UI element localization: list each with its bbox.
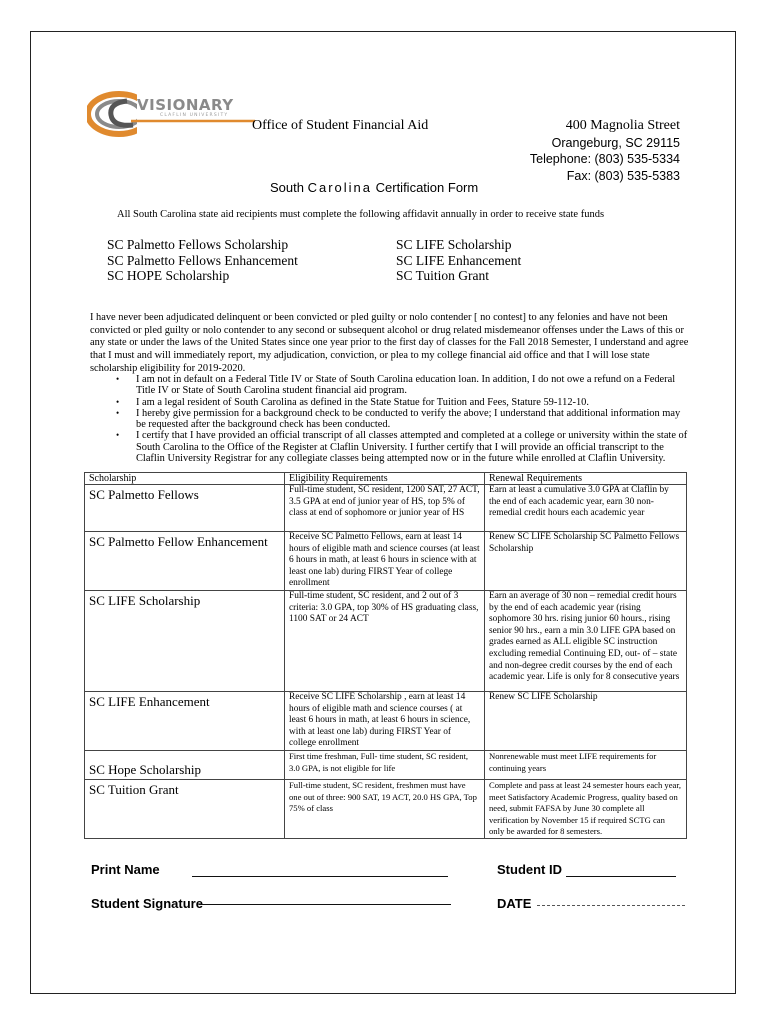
renewal-cell: Complete and pass at least 24 semester hours each year, meet Satisfactory Academic Progress, quality based on need, submit FAFSA by June 30 complete all verification by November 15 if required SCTG can only be awarded for 8 semesters. xyxy=(485,779,687,838)
form-title xyxy=(270,180,478,195)
eligibility-cell: Full-time student, SC resident, 1200 SAT, 27 ACT, 3.5 GPA at end of junior year of HS, top 5% of class at end of sophomore or junior year of HS xyxy=(285,485,485,532)
scholarship-name: SC Hope Scholarship xyxy=(85,750,285,779)
program-item: SC Tuition Grant xyxy=(396,268,490,283)
table-row xyxy=(85,779,687,838)
table-row xyxy=(85,485,687,532)
table-row xyxy=(85,532,687,591)
student-id-label: Student ID xyxy=(497,862,562,877)
student-id-field[interactable] xyxy=(566,876,676,877)
renewal-cell: Earn an average of 30 non – remedial credit hours by the end of each academic year (rising sophomore 30 hrs. rising junior 60 hours., rising senior 90 hrs., earn a min 3.0 LIFE GPA based on grades earned as ALL eligible SC instruction excluding remedial Continuing ED, out- of – state and non-degree credit courses by the end of each academic year. Life is only for 8 consecutive years xyxy=(485,590,687,691)
table-row xyxy=(85,750,687,779)
eligibility-cell: Receive SC Palmetto Fellows, earn at least 14 hours of eligible math and science courses (at least 6 hours in math, at least 6 hours in science with at least one lab) during FIRST Year of college enrollment xyxy=(285,532,485,591)
bullet-item: • I am a legal resident of South Carolina as defined in the State Statue for Tuition and Fees, Stature 59-112-10. xyxy=(90,397,690,408)
programs-right xyxy=(396,237,521,284)
office-title: Office of Student Financial Aid xyxy=(252,118,429,133)
scholarship-name: SC LIFE Scholarship xyxy=(85,590,285,691)
date-label: DATE xyxy=(497,896,532,911)
renewal-cell: Nonrenewable must meet LIFE requirements for continuing years xyxy=(485,750,687,779)
renewal-cell: Renew SC LIFE Scholarship xyxy=(485,691,687,750)
logo-text: VISIONARY xyxy=(137,96,234,114)
print-name-field[interactable] xyxy=(192,876,448,877)
address-block xyxy=(530,118,680,184)
bullet-item: • I certify that I have provided an official transcript of all classes attempted and completed at a college or university within the state of South Carolina to the Office of the Register at Claflin University. I further certify that I will provide an official transcript to the Claflin University Registrar for any collegiate classes being attempted now or in the future while enrolled at Claflin University. xyxy=(90,430,690,464)
scholarship-name: SC Tuition Grant xyxy=(85,779,285,838)
program-item: SC Palmetto Fellows Enhancement xyxy=(107,252,298,268)
renewal-cell: Renew SC LIFE Scholarship SC Palmetto Fellows Scholarship xyxy=(485,532,687,591)
student-signature-field[interactable] xyxy=(199,904,451,905)
column-header: Renewal Requirements xyxy=(485,473,687,485)
form-title-part1: South xyxy=(270,180,308,195)
form-title-part2: Carolina xyxy=(307,180,373,195)
affidavit-instructions: All South Carolina state aid recipients must complete the following affidavit annually in order to receive state funds xyxy=(117,209,605,220)
city: Orangeburg, SC 29115 xyxy=(551,135,680,150)
telephone: Telephone: (803) 535-5334 xyxy=(529,152,680,166)
table-row xyxy=(85,691,687,750)
table-row xyxy=(85,590,687,691)
eligibility-cell: Full-time student, SC resident, and 2 out of 3 criteria: 3.0 GPA, top 30% of HS graduating class, 1100 SAT or 24 ACT xyxy=(285,590,485,691)
table-header-row xyxy=(85,473,687,485)
eligibility-cell: First time freshman, Full- time student, SC resident, 3.0 GPA, is not eligible for life xyxy=(285,750,485,779)
program-item: SC LIFE Scholarship xyxy=(396,237,512,252)
column-header: Scholarship xyxy=(85,473,285,485)
scholarship-name: SC Palmetto Fellow Enhancement xyxy=(85,532,285,591)
program-item: SC LIFE Enhancement xyxy=(396,252,522,268)
form-title-part3: Certification Form xyxy=(372,180,479,195)
bullet-item: • I hereby give permission for a background check to be conducted to verify the above; I understand that additional information may be requested after the background check has been conducted. xyxy=(90,408,690,431)
scholarship-name: SC Palmetto Fellows xyxy=(85,485,285,532)
logo-subtext: CLAFLIN UNIVERSITY xyxy=(160,113,229,118)
student-signature-label: Student Signature xyxy=(91,896,203,911)
program-item: SC HOPE Scholarship xyxy=(107,268,230,283)
bullet-item: • I am not in default on a Federal Title IV or State of South Carolina education loan. In addition, I do not owe a refund on a Federal Title IV or State of South Carolina student financial aid program. xyxy=(90,374,690,397)
renewal-cell: Earn at least a cumulative 3.0 GPA at Claflin by the end of each academic year, earn 30 non-remedial credit hours each academic year xyxy=(485,485,687,532)
street: 400 Magnolia Street xyxy=(565,118,680,133)
fax: Fax: (803) 535-5383 xyxy=(566,168,680,183)
programs-left xyxy=(107,237,298,284)
certification-bullets xyxy=(90,374,690,464)
date-field[interactable] xyxy=(537,905,685,906)
eligibility-cell: Receive SC LIFE Scholarship , earn at least 14 hours of eligible math and science courses ( at least 6 hours in math, at least 6 hours in science, with at least one lab) during FIRST Year of college enrollment xyxy=(285,691,485,750)
certification-statement: I have never been adjudicated delinquent or been convicted or pled guilty or nolo contender [ no contest] to any felonies and have not been convicted or pled guilty or nolo contender to any second or subsequent alcohol or drug related misdemeanor offenses under the Laws of this or any state or under the laws of the United States since one year prior to the first day of classes for the Fall 2018 Semester, I understand and agree that I must and will immediately report, my adjudication, conviction, or plea to my college financial aid office and that I will lose state scholarship eligibility for 2019-2020. xyxy=(90,312,689,374)
print-name-label: Print Name xyxy=(91,862,160,877)
column-header: Eligibility Requirements xyxy=(285,473,485,485)
eligibility-cell: Full-time student, SC resident, freshmen must have one out of three: 900 SAT, 19 ACT, 20.0 HS GPA, Top 75% of class xyxy=(285,779,485,838)
scholarship-table xyxy=(84,472,687,839)
program-item: SC Palmetto Fellows Scholarship xyxy=(107,237,289,252)
scholarship-name: SC LIFE Enhancement xyxy=(85,691,285,750)
